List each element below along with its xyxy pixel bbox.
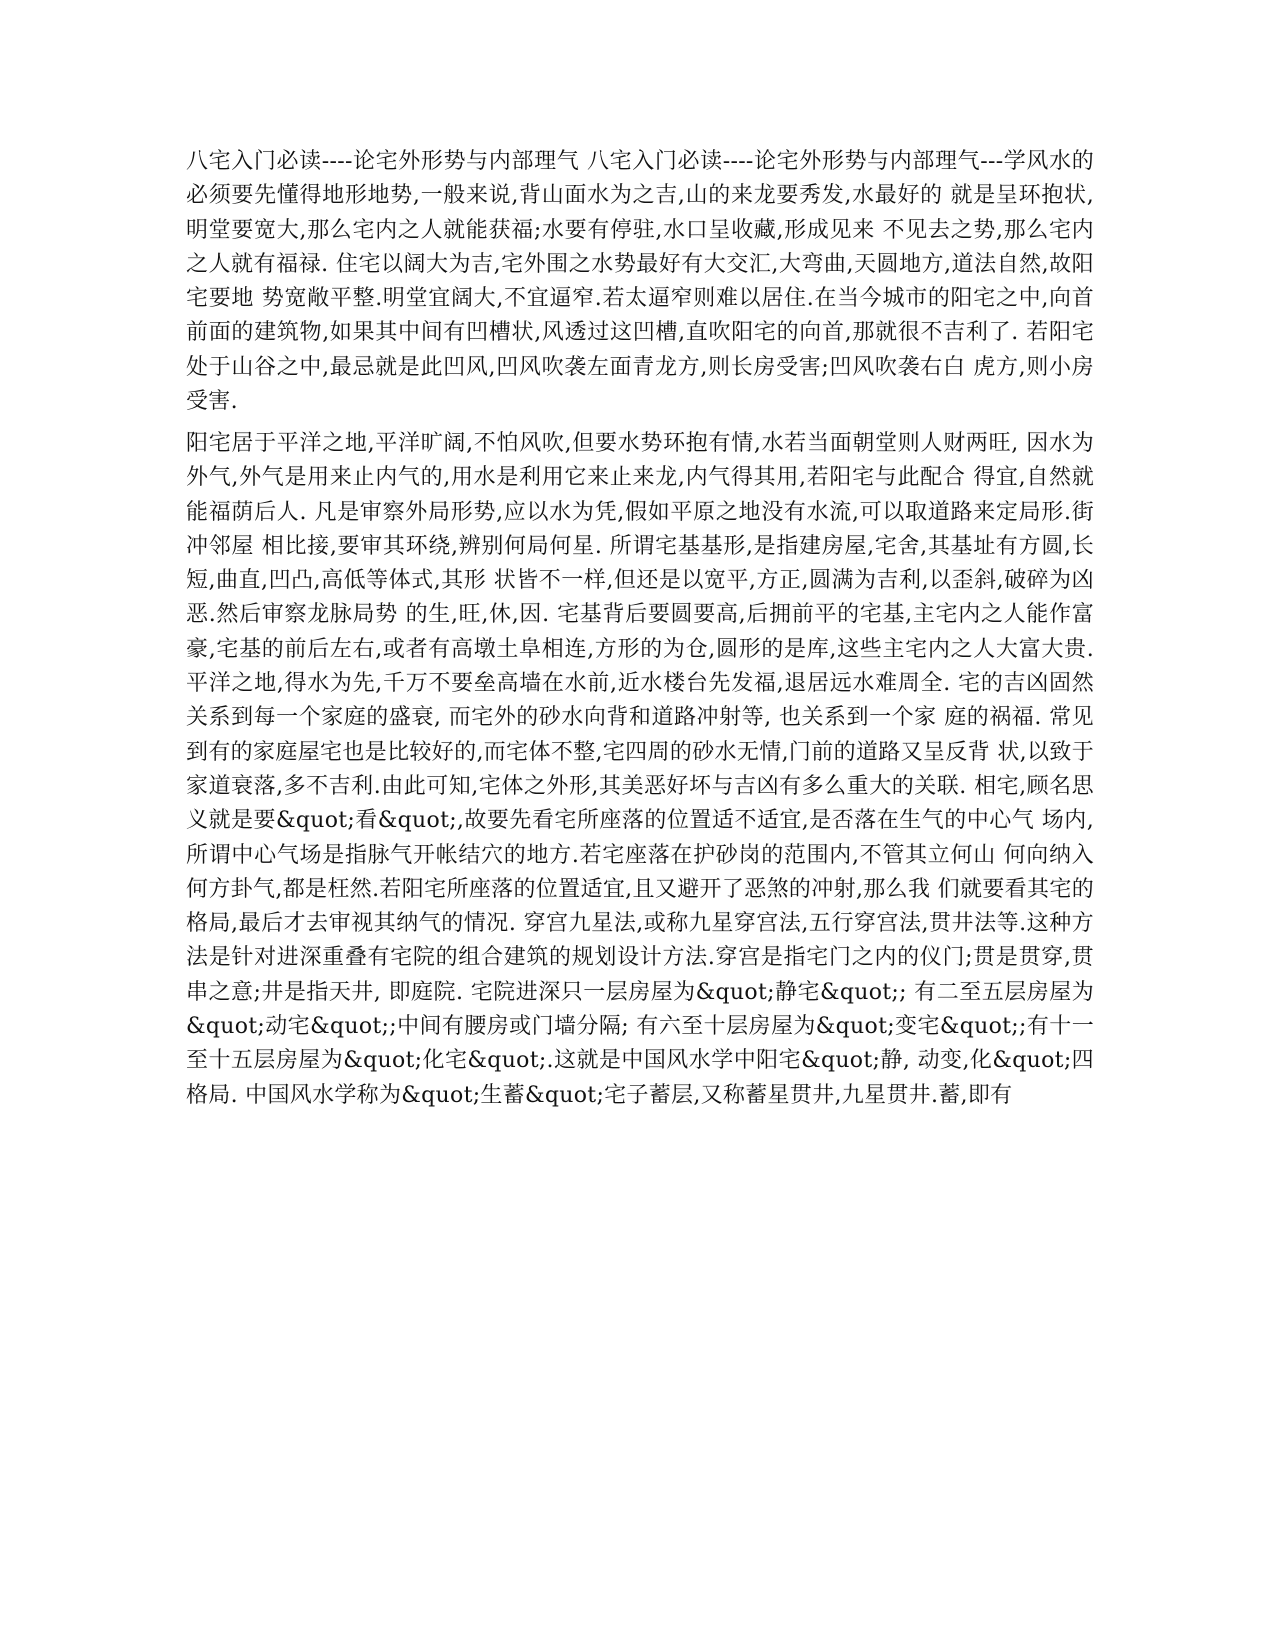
paragraph-1: 八宅入门必读----论宅外形势与内部理气 八宅入门必读----论宅外形势与内部理气---学风水的必须要先懂得地形地势,一般来说,背山面水为之吉,山的来龙要秀发,水最好的 就是呈环抱状,明堂要宽大,那么宅内之人就能获福;水要有停驻,水口呈收藏,形成见来 不见去之势,那么宅内之人就有福禄. 住宅以阔大为吉,宅外围之水势最好有大交汇,大弯曲,天圆地方,道法自然,故阳宅要地 势宽敞平整.明堂宜阔大,不宜逼窄.若太逼窄则难以居住.在当今城市的阳宅之中,向首 前面的建筑物,如果其中间有凹槽状,风透过这凹槽,直吹阳宅的向首,那就很不吉利了. 若阳宅处于山谷之中,最忌就是此凹风,凹风吹袭左面青龙方,则长房受害;凹风吹袭右白 虎方,则小房受害. (186, 149, 1094, 415)
paragraph-2: 阳宅居于平洋之地,平洋旷阔,不怕风吹,但要水势环抱有情,水若当面朝堂则人财两旺, 因水为外气,外气是用来止内气的,用水是利用它来止来龙,内气得其用,若阳宅与此配合 得宜,自然就能福荫后人. 凡是审察外局形势,应以水为凭,假如平原之地没有水流,可以取道路来定局形.街冲邻屋 相比接,要审其环绕,辨别何局何星. 所谓宅基基形,是指建房屋,宅舍,其基址有方圆,长短,曲直,凹凸,高低等体式,其形 状皆不一样,但还是以宽平,方正,圆满为吉利,以歪斜,破碎为凶恶.然后审察龙脉局势 的生,旺,休,因. 宅基背后要圆要高,后拥前平的宅基,主宅内之人能作富豪,宅基的前后左右,或者有高墩土阜相连,方形的为仓,圆形的是库,这些主宅内之人大富大贵.平洋之地,得水为先,千万不要垒高墙在水前,近水楼台先发福,退居远水难周全. 宅的吉凶固然关系到每一个家庭的盛衰, 而宅外的砂水向背和道路冲射等, 也关系到一个家 庭的祸福. 常见到有的家庭屋宅也是比较好的,而宅体不整,宅四周的砂水无情,门前的道路又呈反背 状,以致于家道衰落,多不吉利.由此可知,宅体之外形,其美恶好坏与吉凶有多么重大的关联. 相宅,顾名思义就是要&quot;看&quot;,故要先看宅所座落的位置适不适宜,是否落在生气的中心气 场内,所谓中心气场是指脉气开帐结穴的地方.若宅座落在护砂岗的范围内,不管其立何山 何向纳入何方卦气,都是枉然.若阳宅所座落的位置适宜,且又避开了恶煞的冲射,那么我 们就要看其宅的格局,最后才去审视其纳气的情况. 穿宫九星法,或称九星穿宫法,五行穿宫法,贯井法等.这种方法是针对进深重叠有宅院的组合建筑的规划设计方法.穿宫是指宅门之内的仪门;贯是贯穿,贯串之意;井是指天井, 即庭院. 宅院进深只一层房屋为&quot;静宅&quot;; 有二至五层房屋为&quot;动宅&quot;;中间有腰房或门墙分隔; 有六至十层房屋为&quot;变宅&quot;;有十一至十五层房屋为&quot;化宅&quot;.这就是中国风水学中阳宅&quot;静, 动变,化&quot;四格局. 中国风水学称为&quot;生蓄&quot;宅子蓄层,又称蓄星贯井,九星贯井.蓄,即有 (186, 431, 1094, 1108)
